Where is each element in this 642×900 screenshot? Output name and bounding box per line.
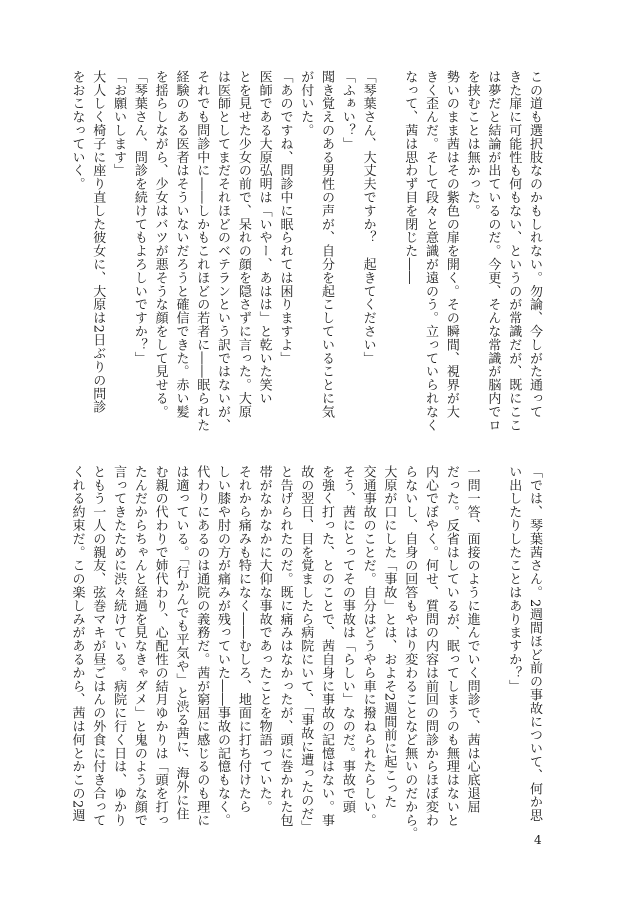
text-line: 交通事故のことだ。自分はどうやら車に撥ねられたらしい。 [360,465,376,827]
text-line: 医師である大原弘明は「いやー、あはは」と乾いた笑い [256,70,272,405]
text-line: 「では、琴葉茜さん。2週間ほど前の事故について、何か思 [527,465,542,823]
page-number: 4 [534,833,542,847]
text-line: くれる約束だ。この楽しみがあるから、茜は何とかこの2週 [69,465,85,823]
text-line: は夢だと結論が出ているのだ。今更、そんな常識が脳内でロ [485,70,501,432]
text-line: そう、茜にとってその事故は「らしい」なのだ。事故で頭 [339,465,355,814]
text-line: 内心でぼやく。何せ、質問の内容は前回の問診からほぼ変わ [423,465,439,827]
text-line: を強く打った、とのことで、茜自身に事故の記憶はない。事 [319,465,335,827]
text-line [378,70,399,410]
text-line [482,465,503,810]
text-line: ともう一人の親友、弦巻マキが昼ごはんの外食に付き合って [90,465,106,827]
text-line: 勢いのまま茜はその紫色の扉を開く。その瞬間、視界が大 [443,70,459,419]
text-line: 「ふぁい？」 [339,70,355,151]
text-line: とを見せた少女の前で、呆れの顔を隠さずに言った。大原 [235,70,251,419]
text-line: 「お願いします」 [111,70,127,178]
text-line: 聞き覚えのある男性の声が、自分を起こしていることに気 [319,70,335,419]
text-line: きた扉に可能性も何もない、というのが常識だが、既にここ [506,70,522,432]
text-line: 大人しく椅子に座り直した彼女に、大原は2日ぶりの問診 [90,70,106,414]
text-line: は医師としてまだそれほどのベテランという訳ではないが、 [215,70,231,432]
text-line: 大原が口にした「事故」とは、およそ2週間前に起こった [381,465,397,809]
text-line: だった。反省はしているが、眠ってしまうのも無理はないと [443,465,459,827]
text-line: きく歪んだ。そして段々と意識が遠のう。立っていられなく [423,70,439,432]
text-line: なって、茜は思わず目を閉じた―― [402,70,418,285]
text-line: 代わりにあるのは通院の義務だ。茜が窮屈に感じるのも理に [194,465,210,827]
text-line: たんだからちゃんと経過を見なきゃダメ」と鬼のような顔で [131,465,147,827]
text-line: 経験のある医者はそういないだろうと確信できた。赤い髪 [173,70,189,419]
text-line: 「琴葉さん、大丈夫ですか？ 起きてください」 [360,70,376,365]
text-line: む親の代わりで姉代わり、心配性の結月ゆかりは「頭を打っ [152,465,168,827]
lower-text-block [69,465,544,841]
text-line: それから痛みも特になく――むしろ、地面に打ち付けたら [235,465,251,814]
text-line: い出したりしたことはありますか？」 [506,465,522,693]
text-line: 帯がなかなかに大仰な事故であったことを物語っていた。 [256,465,272,814]
text-line: は適っている。「行かんでも平気や」と渋る茜に、海外に住 [173,465,189,821]
text-line: 一問一答、面接のように進んでいく問診で、茜は心底退屈 [464,465,480,814]
text-line: しい膝や肘の方が痛みが残っていた――事故の記憶もなく。 [215,465,231,827]
text-line: と告げられたのだ。既に痛みはなかったが、頭に巻かれた包 [277,465,293,827]
upper-text-block [69,70,544,432]
text-line: それでも問診中に――しかもこれほどの若者に――眠られた [194,70,210,432]
text-line: 「あのですね、問診中に眠られては困りますよ」 [277,70,293,365]
text-line: らないし、自身の回答もやはり変わることなど無いのだから。 [402,465,418,841]
text-line: 「琴葉さん、問診を続けてもよろしいですか？」 [131,70,147,365]
text-line: を揺らしながら、少女はバツが悪そうな顔をして見せる。 [152,70,168,419]
text-line: を挟むことは無かった。 [464,70,480,218]
text-line: をおこなっていく。 [69,70,85,191]
text-line: 故の翌日、目を覚ましたら病院にいて、「事故に遭ったのだ」 [298,465,314,834]
text-line: この道も選択肢なのかもしれない。勿論、今しがた通って [527,70,542,419]
text-line: が付いた。 [298,70,314,137]
text-line: 言ってきたために渋々続けている。病院に行く日は、ゆかり [111,465,127,827]
